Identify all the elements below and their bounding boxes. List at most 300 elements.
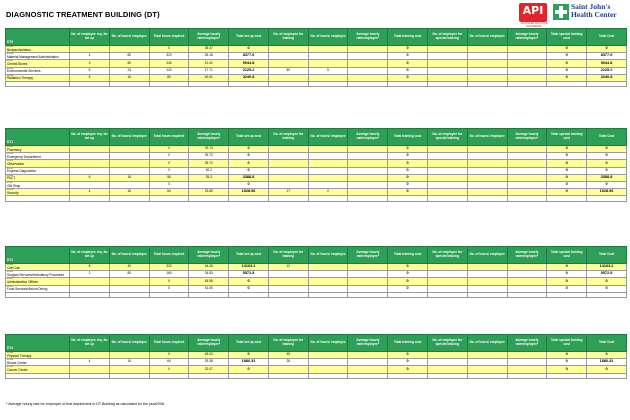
table-cell bbox=[70, 278, 110, 285]
table-cell: 64 bbox=[149, 189, 189, 196]
table-cell bbox=[507, 81, 547, 86]
table-cell: 0 bbox=[149, 146, 189, 153]
column-header: Average hourly rate/employee* bbox=[189, 29, 229, 46]
table-row bbox=[6, 373, 627, 378]
table-cell bbox=[109, 153, 149, 160]
table-cell bbox=[547, 196, 587, 201]
column-header: No. of hours/ employee bbox=[308, 129, 348, 146]
table-cell bbox=[308, 81, 348, 86]
table-cell bbox=[348, 160, 388, 167]
table-cell: 3 bbox=[70, 60, 110, 67]
row-code: DT3C bbox=[7, 365, 14, 369]
row-name: Pharmacy bbox=[7, 147, 22, 152]
table-cell bbox=[308, 278, 348, 285]
table-cell: 0 bbox=[388, 271, 428, 278]
table-cell: 0 bbox=[587, 146, 627, 153]
column-header: Total hours required bbox=[149, 129, 189, 146]
table-cell bbox=[467, 167, 507, 174]
column-header: Total special training cost bbox=[547, 29, 587, 46]
table-cell: 0 bbox=[547, 153, 587, 160]
table-cell bbox=[268, 167, 308, 174]
table-cell: 0 bbox=[587, 160, 627, 167]
table-cell: 16 bbox=[109, 359, 149, 366]
table-cell bbox=[189, 196, 229, 201]
cross-icon bbox=[553, 4, 569, 20]
table-cell: 5 bbox=[70, 74, 110, 81]
table-cell bbox=[308, 359, 348, 366]
table-cell: 34.83 bbox=[189, 271, 229, 278]
table-cell: 0 bbox=[388, 67, 428, 74]
api-logo: API bbox=[519, 3, 547, 22]
table-cell: 5572.8 bbox=[587, 271, 627, 278]
table-cell: 4 bbox=[70, 53, 110, 60]
table-cell: 0 bbox=[229, 366, 269, 373]
table-cell bbox=[70, 153, 110, 160]
table-cell: 17 bbox=[268, 189, 308, 196]
table-cell: 0 bbox=[149, 153, 189, 160]
table-cell: 21.02 bbox=[189, 60, 229, 67]
row-label bbox=[6, 278, 70, 285]
row-code: DT0A bbox=[7, 45, 14, 48]
table-cell bbox=[308, 60, 348, 67]
table-cell: 5044.8 bbox=[229, 60, 269, 67]
section-label: DT2 bbox=[6, 247, 70, 264]
row-code: DT1D bbox=[7, 167, 14, 170]
row-label bbox=[6, 196, 70, 201]
column-header: No. of employee for training bbox=[268, 247, 308, 264]
table-cell: 320 bbox=[149, 264, 189, 271]
column-header: No. of hours/ employee bbox=[467, 335, 507, 352]
column-header: Average hourly rate/employee* bbox=[348, 129, 388, 146]
table-cell bbox=[507, 366, 547, 373]
table-row bbox=[6, 181, 627, 188]
table-cell bbox=[507, 60, 547, 67]
table-cell: 0 bbox=[547, 46, 587, 53]
table-cell bbox=[467, 271, 507, 278]
table-cell: 1528.96 bbox=[587, 189, 627, 196]
column-header: Total training cost bbox=[388, 129, 428, 146]
table-cell bbox=[348, 46, 388, 53]
table-cell bbox=[348, 359, 388, 366]
table-cell bbox=[507, 181, 547, 188]
table-cell bbox=[507, 271, 547, 278]
table-cell: 0 bbox=[149, 278, 189, 285]
column-header: Total Cost bbox=[587, 29, 627, 46]
table-cell bbox=[427, 373, 467, 378]
table-cell bbox=[348, 146, 388, 153]
table-cell: 0 bbox=[547, 271, 587, 278]
table-cell bbox=[149, 373, 189, 378]
column-header: Total special training cost bbox=[547, 335, 587, 352]
table-cell: 0 bbox=[547, 366, 587, 373]
table-cell bbox=[467, 359, 507, 366]
column-header: Average hourly rate/employee* bbox=[348, 335, 388, 352]
table-cell bbox=[507, 359, 547, 366]
table-cell bbox=[348, 264, 388, 271]
row-name: Bedpan/Isolators bbox=[7, 47, 31, 52]
table-cell: 2125.2 bbox=[229, 67, 269, 74]
table-cell bbox=[427, 67, 467, 74]
table-cell: 40.51 bbox=[189, 74, 229, 81]
table-cell bbox=[268, 60, 308, 67]
row-label bbox=[6, 264, 70, 271]
table-cell: 0 bbox=[587, 278, 627, 285]
row-label bbox=[6, 352, 70, 359]
table-cell bbox=[427, 271, 467, 278]
table-cell bbox=[268, 278, 308, 285]
table-cell bbox=[348, 292, 388, 297]
column-header: Total hours required bbox=[149, 335, 189, 352]
table-cell bbox=[70, 181, 110, 188]
table-cell: 28 bbox=[268, 359, 308, 366]
table-cell bbox=[427, 366, 467, 373]
table-cell bbox=[70, 292, 110, 297]
table-cell bbox=[109, 352, 149, 359]
table-cell bbox=[467, 278, 507, 285]
column-header: No. of employee for special training bbox=[427, 335, 467, 352]
column-header: Average hourly rate/employee* bbox=[507, 335, 547, 352]
row-label bbox=[6, 67, 70, 74]
table-cell: 30.2 bbox=[189, 167, 229, 174]
column-header: No. of employee req. for set up bbox=[70, 247, 110, 264]
table-cell: 0 bbox=[229, 153, 269, 160]
table-cell: 5044.8 bbox=[587, 60, 627, 67]
table-cell bbox=[308, 181, 348, 188]
table-cell: 2 bbox=[308, 189, 348, 196]
table-cell bbox=[308, 271, 348, 278]
table-cell bbox=[467, 366, 507, 373]
table-cell: 0 bbox=[388, 53, 428, 60]
row-label bbox=[6, 292, 70, 297]
row-code: DT0E bbox=[7, 74, 14, 77]
row-label bbox=[6, 359, 70, 366]
table-cell bbox=[149, 292, 189, 297]
table-cell bbox=[587, 373, 627, 378]
row-code: DT1E bbox=[7, 174, 14, 177]
table-cell: 240 bbox=[149, 60, 189, 67]
table-cell: 50 bbox=[268, 67, 308, 74]
logo-line-2: Health Center bbox=[571, 10, 617, 19]
table-cell bbox=[427, 359, 467, 366]
table-cell: 1880.32 bbox=[587, 359, 627, 366]
table-cell bbox=[109, 146, 149, 153]
row-label bbox=[6, 153, 70, 160]
table-cell: 39.72 bbox=[189, 153, 229, 160]
row-code: DT0C bbox=[7, 59, 14, 63]
row-code: DT2B bbox=[7, 270, 14, 274]
table-cell bbox=[467, 81, 507, 86]
table-cell bbox=[427, 60, 467, 67]
column-header: No. of hours/ employee bbox=[308, 247, 348, 264]
table-cell bbox=[467, 181, 507, 188]
table-cell: 0 bbox=[547, 160, 587, 167]
table-cell bbox=[587, 292, 627, 297]
table-cell: 6 bbox=[70, 174, 110, 181]
table-cell bbox=[308, 352, 348, 359]
table-cell bbox=[467, 196, 507, 201]
table-cell bbox=[268, 373, 308, 378]
table-cell bbox=[268, 160, 308, 167]
table-row bbox=[6, 278, 627, 285]
table-cell bbox=[348, 81, 388, 86]
table-cell: 23.89 bbox=[189, 189, 229, 196]
table-cell bbox=[507, 285, 547, 292]
row-label bbox=[6, 74, 70, 81]
table-cell: 0 bbox=[388, 359, 428, 366]
table-row bbox=[6, 271, 627, 278]
table-cell: 0 bbox=[388, 160, 428, 167]
table-cell bbox=[70, 285, 110, 292]
table-cell: 2 bbox=[70, 271, 110, 278]
table-cell: 320 bbox=[149, 53, 189, 60]
table-cell: 0 bbox=[547, 189, 587, 196]
table-cell: 14163.2 bbox=[587, 264, 627, 271]
table-row bbox=[6, 285, 627, 292]
table-cell: 0 bbox=[547, 352, 587, 359]
row-label bbox=[6, 373, 70, 378]
table-cell: 0 bbox=[547, 146, 587, 153]
table-cell: 0 bbox=[547, 74, 587, 81]
table-cell: 0 bbox=[229, 285, 269, 292]
table-row bbox=[6, 146, 627, 153]
table-cell: 0 bbox=[388, 189, 428, 196]
table-cell bbox=[268, 81, 308, 86]
column-header: No. of hours/ employee bbox=[467, 129, 507, 146]
row-name: Material Management Administration bbox=[7, 54, 59, 59]
table-cell: 0 bbox=[587, 153, 627, 160]
column-header: Average hourly rate/employee* bbox=[507, 129, 547, 146]
row-label bbox=[6, 60, 70, 67]
table-cell bbox=[467, 67, 507, 74]
table-cell: 3240.8 bbox=[587, 74, 627, 81]
table-cell: 0 bbox=[587, 352, 627, 359]
header-row bbox=[6, 29, 627, 46]
section-label: DT1 bbox=[6, 129, 70, 146]
table-cell bbox=[229, 373, 269, 378]
column-header: Total training cost bbox=[388, 29, 428, 46]
row-name: Observation bbox=[7, 161, 25, 166]
row-name: PACT bbox=[7, 176, 16, 181]
table-cell bbox=[467, 352, 507, 359]
column-header: Total special training cost bbox=[547, 247, 587, 264]
table-cell: 0 bbox=[587, 46, 627, 53]
table-cell: 0 bbox=[149, 366, 189, 373]
table-cell bbox=[427, 189, 467, 196]
table-cell bbox=[70, 146, 110, 153]
table-cell bbox=[467, 189, 507, 196]
column-header: No. of employee req. for set up bbox=[70, 335, 110, 352]
row-label bbox=[6, 81, 70, 86]
row-code: DT3A bbox=[7, 351, 14, 354]
table-cell bbox=[467, 292, 507, 297]
row-name: Cancer Center bbox=[7, 367, 28, 372]
table-cell bbox=[109, 196, 149, 201]
row-name: Cath Lab bbox=[7, 265, 20, 270]
table-cell bbox=[268, 366, 308, 373]
table-cell bbox=[467, 74, 507, 81]
column-header: No. of hours/ employee bbox=[467, 29, 507, 46]
table-cell bbox=[229, 81, 269, 86]
table-cell bbox=[189, 81, 229, 86]
row-label bbox=[6, 181, 70, 188]
table-cell: 0 bbox=[587, 366, 627, 373]
section-label: DT0 bbox=[6, 29, 70, 46]
table-cell bbox=[507, 352, 547, 359]
table-cell: 24 bbox=[109, 67, 149, 74]
table-cell bbox=[308, 160, 348, 167]
table-cell bbox=[427, 160, 467, 167]
table-cell bbox=[308, 153, 348, 160]
table-cell bbox=[547, 81, 587, 86]
table-cell bbox=[348, 366, 388, 373]
table-cell bbox=[427, 146, 467, 153]
header-row bbox=[6, 335, 627, 352]
row-label bbox=[6, 46, 70, 53]
table-cell bbox=[348, 174, 388, 181]
column-header: No. of employee for special training bbox=[427, 247, 467, 264]
table-cell: 29.74 bbox=[189, 146, 229, 153]
table-cell bbox=[507, 278, 547, 285]
table-cell bbox=[348, 285, 388, 292]
table-cell bbox=[109, 46, 149, 53]
table-cell: 80 bbox=[109, 271, 149, 278]
table-cell bbox=[308, 196, 348, 201]
column-header: Average hourly rate/employee* bbox=[507, 29, 547, 46]
column-header: Total special training cost bbox=[547, 129, 587, 146]
table-cell: 8377.6 bbox=[587, 53, 627, 60]
table-cell: 0 bbox=[388, 153, 428, 160]
page-title: DIAGNOSTIC TREATMENT BUILDING (DT) bbox=[6, 10, 160, 19]
table-cell: 12 bbox=[268, 264, 308, 271]
table-cell: 0 bbox=[229, 181, 269, 188]
table-cell: 40 bbox=[109, 264, 149, 271]
section-table-dt0 bbox=[5, 28, 627, 87]
table-cell: 0 bbox=[229, 352, 269, 359]
table-row bbox=[6, 196, 627, 201]
table-cell bbox=[109, 81, 149, 86]
table-cell bbox=[348, 167, 388, 174]
table-cell bbox=[268, 174, 308, 181]
table-cell: 0 bbox=[229, 278, 269, 285]
table-cell bbox=[70, 352, 110, 359]
table-cell bbox=[427, 174, 467, 181]
table-cell bbox=[467, 153, 507, 160]
table-cell bbox=[348, 352, 388, 359]
column-header: No. of hours/ employee bbox=[467, 247, 507, 264]
row-name: Physical Therapy bbox=[7, 353, 32, 358]
table-cell bbox=[348, 181, 388, 188]
table-cell bbox=[229, 292, 269, 297]
table-cell bbox=[427, 278, 467, 285]
row-code: DT2A bbox=[7, 263, 14, 266]
column-header: No. of employee req. for set up bbox=[70, 129, 110, 146]
table-cell bbox=[268, 292, 308, 297]
table-cell: 1880.32 bbox=[229, 359, 269, 366]
table-cell bbox=[348, 271, 388, 278]
table-cell: 0 bbox=[547, 264, 587, 271]
row-name: Express Diagnostics bbox=[7, 169, 36, 174]
row-label bbox=[6, 189, 70, 196]
row-name: Central Stores bbox=[7, 61, 28, 66]
column-header: No. of hours/ employee bbox=[308, 29, 348, 46]
table-cell bbox=[427, 81, 467, 86]
table-cell bbox=[268, 46, 308, 53]
column-header: Average hourly rate/employee* bbox=[189, 335, 229, 352]
table-cell: 160 bbox=[149, 271, 189, 278]
table-cell bbox=[308, 46, 348, 53]
table-cell: 16 bbox=[109, 174, 149, 181]
column-header: Average hourly rate/employee* bbox=[189, 129, 229, 146]
table-row bbox=[6, 153, 627, 160]
table-cell: 0 bbox=[388, 74, 428, 81]
table-row bbox=[6, 53, 627, 60]
column-header: Total Cost bbox=[587, 335, 627, 352]
table-cell bbox=[427, 153, 467, 160]
row-name: Environmental Services bbox=[7, 69, 41, 74]
column-header: No. of employee for special training bbox=[427, 29, 467, 46]
column-header: Total Cost bbox=[587, 129, 627, 146]
table-row bbox=[6, 366, 627, 373]
table-cell: 0 bbox=[149, 46, 189, 53]
row-name: Gift Shop bbox=[7, 183, 21, 188]
table-cell bbox=[427, 74, 467, 81]
section-label: DT3 bbox=[6, 335, 70, 352]
table-cell: 35.3 bbox=[189, 174, 229, 181]
table-cell bbox=[109, 278, 149, 285]
table-row bbox=[6, 174, 627, 181]
table-cell bbox=[587, 81, 627, 86]
table-cell bbox=[348, 74, 388, 81]
table-cell: 0 bbox=[229, 46, 269, 53]
logo-line-1: Saint John's bbox=[571, 2, 611, 11]
section-table-dt1 bbox=[5, 128, 627, 202]
table-cell: 0 bbox=[388, 167, 428, 174]
row-code: DT1F bbox=[7, 181, 13, 184]
table-cell bbox=[388, 81, 428, 86]
column-header: Total set up cost bbox=[229, 247, 269, 264]
row-label bbox=[6, 167, 70, 174]
table-cell: 0 bbox=[547, 285, 587, 292]
table-cell bbox=[467, 373, 507, 378]
table-cell: 35.47 bbox=[189, 46, 229, 53]
table-cell: 2125.2 bbox=[587, 67, 627, 74]
table-cell bbox=[547, 292, 587, 297]
table-cell bbox=[507, 264, 547, 271]
table-cell bbox=[189, 292, 229, 297]
table-cell bbox=[308, 174, 348, 181]
row-label bbox=[6, 271, 70, 278]
table-cell bbox=[70, 373, 110, 378]
row-code: DT1B bbox=[7, 152, 14, 156]
column-header: No. of hours/ employee bbox=[109, 129, 149, 146]
row-name: Radiation Therapy bbox=[7, 76, 33, 81]
row-label bbox=[6, 174, 70, 181]
row-name: Administration Offices bbox=[7, 279, 38, 284]
table-cell bbox=[149, 196, 189, 201]
table-cell: 0 bbox=[587, 181, 627, 188]
table-cell bbox=[348, 60, 388, 67]
table-cell: 0 bbox=[547, 181, 587, 188]
table-cell bbox=[308, 167, 348, 174]
table-cell: 0 bbox=[388, 285, 428, 292]
section-table-dt2 bbox=[5, 246, 627, 298]
table-cell: 32.07 bbox=[189, 366, 229, 373]
table-cell: 0 bbox=[388, 352, 428, 359]
table-cell bbox=[388, 196, 428, 201]
table-cell bbox=[427, 196, 467, 201]
row-label bbox=[6, 53, 70, 60]
table-cell: 8377.6 bbox=[229, 53, 269, 60]
